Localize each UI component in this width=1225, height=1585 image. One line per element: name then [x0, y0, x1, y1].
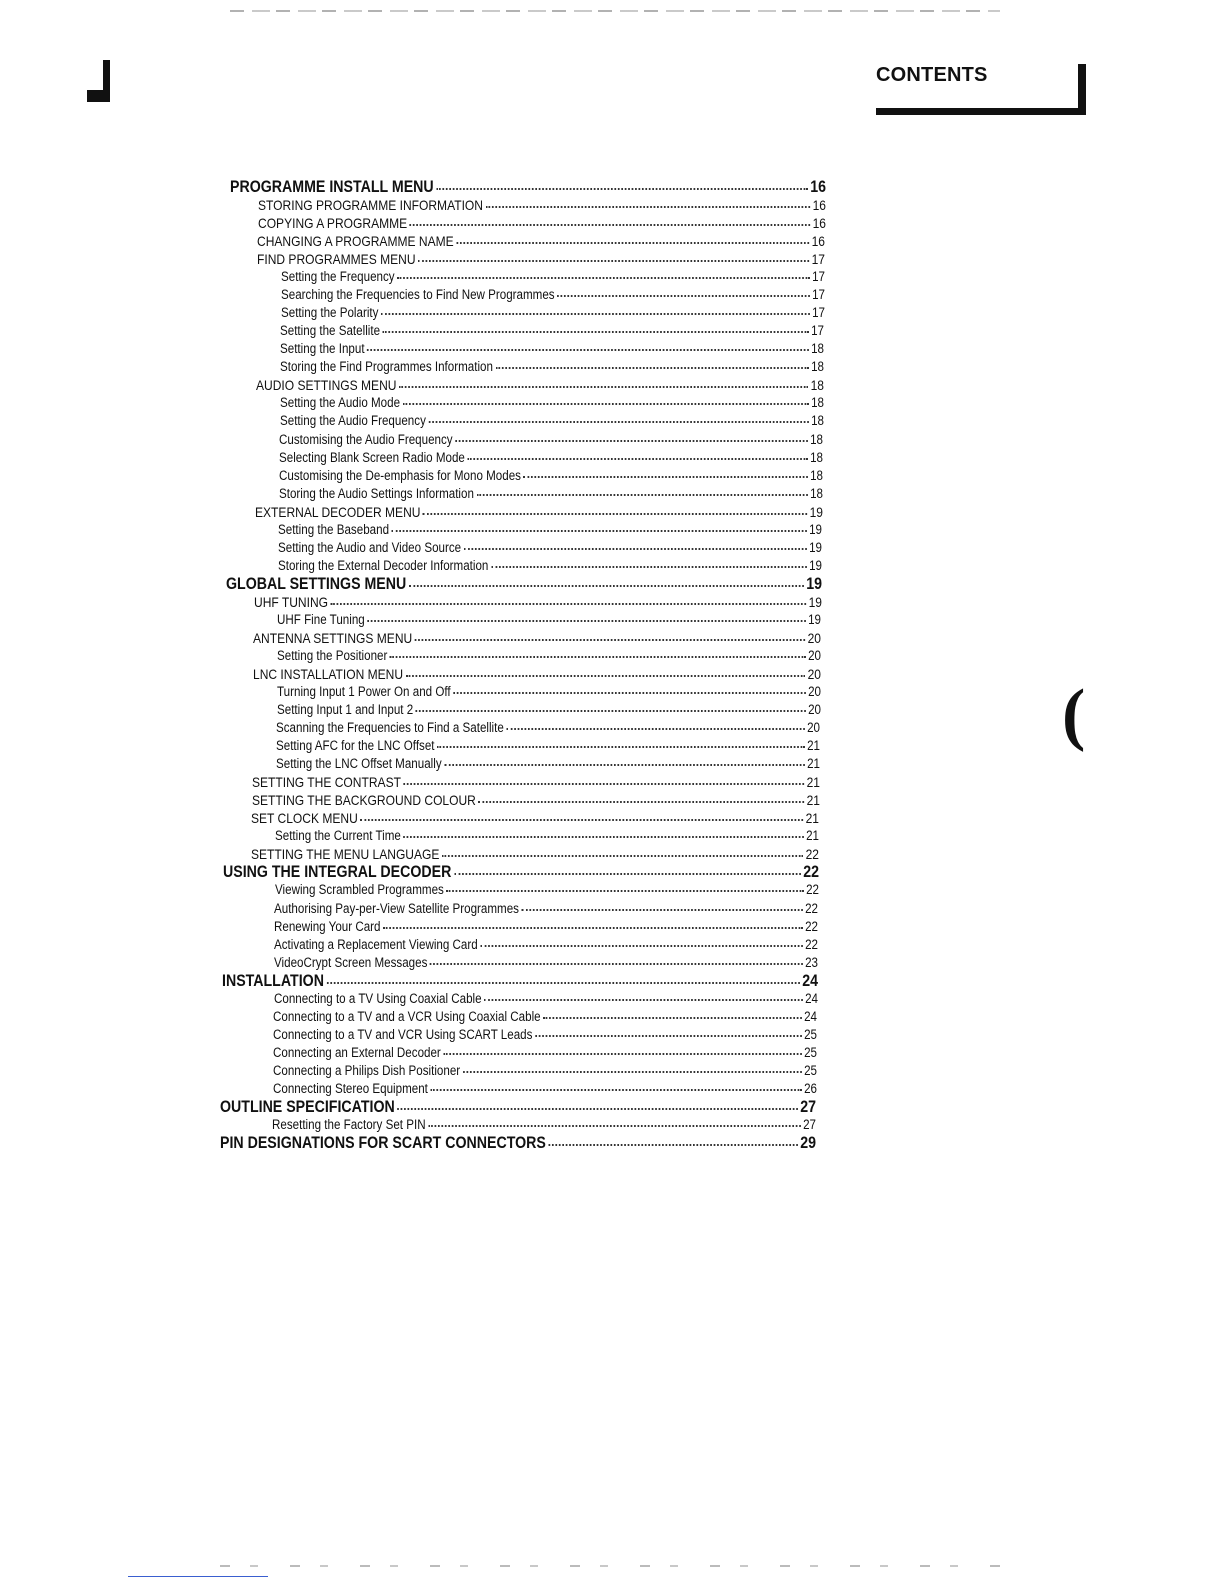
dot-leader: [392, 526, 807, 532]
toc-entry-page: 17: [811, 251, 826, 268]
toc-entry-page: 21: [807, 738, 821, 754]
toc-entry: [278, 521, 822, 539]
toc-entry: [253, 629, 821, 647]
dot-leader: [368, 616, 806, 622]
toc-entry-page: 19: [806, 574, 822, 593]
toc-entry-label: Connecting a Philips Dish Positioner: [272, 1062, 460, 1078]
dot-leader: [381, 309, 809, 315]
toc-entry-label: GLOBAL SETTINGS MENU: [225, 574, 407, 593]
toc-entry-page: 25: [803, 1062, 817, 1078]
toc-entry-page: 19: [809, 521, 823, 537]
toc-entry-label: INSTALLATION: [221, 971, 324, 990]
toc-entry-label: Connecting Stereo Equipment: [272, 1080, 428, 1096]
toc-entry: [273, 1026, 817, 1044]
toc-entry: [275, 827, 819, 845]
toc-entry: [280, 340, 824, 358]
dot-leader: [326, 978, 799, 984]
dot-leader: [437, 742, 804, 748]
toc-entry-label: AUDIO SETTINGS MENU: [255, 377, 397, 394]
toc-entry: [223, 863, 819, 881]
toc-entry: [277, 701, 821, 719]
toc-entry-page: 18: [810, 431, 824, 447]
dot-leader: [430, 1085, 801, 1091]
dot-leader: [390, 652, 806, 658]
toc-entry: [255, 503, 823, 521]
toc-entry-page: 25: [804, 1044, 817, 1060]
toc-entry-label: Resetting the Factory Set PIN: [272, 1116, 426, 1132]
toc-entry-label: LNC INSTALLATION MENU: [252, 666, 403, 683]
dot-leader: [423, 509, 807, 515]
toc-entry-page: 21: [806, 774, 820, 791]
toc-entry: [220, 1134, 816, 1152]
toc-entry: [281, 268, 825, 286]
toc-entry: [273, 1080, 817, 1098]
dot-leader: [399, 382, 808, 388]
toc-entry: [279, 467, 823, 485]
toc-entry-page: 18: [810, 395, 824, 411]
toc-entry: [257, 250, 825, 268]
toc-entry-label: CHANGING A PROGRAMME NAME: [257, 233, 455, 250]
toc-entry-page: 19: [808, 611, 822, 627]
toc-entry-page: 21: [807, 756, 820, 772]
dot-leader: [456, 436, 808, 442]
dot-leader: [404, 832, 804, 838]
toc-entry-page: 18: [811, 341, 825, 357]
toc-entry-page: 23: [804, 954, 818, 970]
toc-entry-label: Setting the Frequency: [281, 269, 395, 285]
toc-entry: [226, 575, 822, 593]
toc-entry-page: 27: [800, 1097, 817, 1116]
toc-entry-page: 20: [807, 720, 821, 736]
dot-leader: [491, 562, 807, 568]
dot-leader: [430, 959, 803, 965]
toc-entry-label: Setting AFC for the LNC Offset: [276, 738, 435, 754]
toc-entry-label: Scanning the Frequencies to Find a Satellite: [276, 720, 505, 736]
toc-entry: [279, 449, 823, 467]
toc-entry: [272, 1116, 816, 1134]
toc-entry: [252, 791, 820, 809]
toc-entry-page: 16: [812, 197, 826, 214]
toc-entry-label: Setting the Audio Mode: [279, 395, 400, 411]
toc-entry-label: Setting the Baseband: [278, 521, 390, 537]
dot-leader: [484, 995, 802, 1001]
toc-entry-page: 29: [800, 1134, 816, 1152]
page-title: CONTENTS: [876, 64, 988, 86]
toc-entry-label: Customising the Audio Frequency: [279, 431, 453, 447]
toc-entry: [278, 539, 822, 557]
dot-leader: [367, 345, 808, 351]
toc-entry-label: Activating a Replacement Viewing Card: [274, 936, 478, 952]
dot-leader: [544, 1013, 802, 1019]
dot-leader: [428, 1121, 800, 1127]
toc-entry: [273, 1062, 817, 1080]
toc-entry-page: 16: [812, 233, 826, 250]
toc-entry-page: 19: [809, 503, 823, 520]
toc-entry-label: Setting the Positioner: [277, 647, 388, 663]
toc-entry-page: 24: [804, 1008, 818, 1024]
toc-entry-page: 20: [807, 666, 821, 683]
toc-entry: [274, 936, 818, 954]
toc-entry-page: 18: [810, 377, 824, 394]
dot-leader: [383, 327, 809, 333]
toc-entry: [278, 557, 822, 575]
toc-entry: [281, 304, 825, 322]
dot-leader: [418, 256, 809, 262]
toc-entry: [256, 376, 824, 394]
toc-entry-label: Turning Input 1 Power On and Off: [276, 684, 451, 700]
dot-leader: [462, 1067, 801, 1073]
toc-entry-label: Setting the LNC Offset Manually: [275, 756, 442, 772]
dot-leader: [444, 760, 804, 766]
toc-entry-label: Storing the Find Programmes Information: [280, 359, 494, 375]
dot-leader: [464, 544, 807, 550]
dot-leader: [468, 454, 808, 460]
dot-leader: [397, 273, 809, 279]
dot-leader: [454, 869, 801, 875]
toc-entry-page: 18: [810, 467, 823, 483]
dot-leader: [457, 238, 810, 244]
toc-entry-label: Setting the Current Time: [275, 828, 402, 844]
toc-entry-label: STORING PROGRAMME INFORMATION: [257, 197, 483, 214]
toc-entry-page: 18: [811, 359, 825, 375]
toc-entry: [276, 719, 820, 737]
dot-leader: [428, 417, 808, 423]
dot-leader: [409, 220, 809, 226]
dot-leader: [415, 706, 805, 712]
dot-leader: [480, 941, 802, 947]
toc-entry-label: Renewing Your Card: [274, 918, 381, 934]
toc-entry: [276, 737, 820, 755]
binding-mark: (: [1062, 676, 1086, 753]
toc-entry: [222, 972, 818, 990]
toc-entry: [257, 232, 825, 250]
dot-leader: [383, 923, 802, 929]
dot-leader: [453, 688, 805, 694]
toc-entry: [253, 665, 821, 683]
toc-entry: [277, 647, 821, 665]
toc-entry-label: SET CLOCK MENU: [251, 810, 359, 827]
dot-leader: [522, 905, 803, 911]
toc-entry: [280, 358, 824, 376]
toc-entry: [280, 412, 824, 430]
toc-entry: [274, 918, 818, 936]
toc-entry-page: 20: [807, 629, 822, 646]
dot-leader: [485, 202, 809, 208]
dot-leader: [535, 1031, 801, 1037]
toc-entry-page: 17: [812, 269, 826, 285]
toc-entry-label: Connecting an External Decoder: [272, 1044, 441, 1060]
dot-leader: [330, 599, 805, 605]
toc-entry: [277, 683, 821, 701]
toc-entry-label: PIN DESIGNATIONS FOR SCART CONNECTORS: [220, 1134, 546, 1152]
toc-entry-label: SETTING THE BACKGROUND COLOUR: [251, 792, 476, 809]
toc-entry-page: 21: [806, 792, 820, 809]
toc-entry-label: Customising the De-emphasis for Mono Modes: [278, 467, 521, 483]
toc-entry: [273, 1044, 817, 1062]
toc-entry: [258, 214, 826, 232]
toc-entry-label: Viewing Scrambled Programmes: [274, 882, 444, 898]
toc-entry-page: 18: [810, 449, 824, 465]
toc-entry-label: Selecting Blank Screen Radio Mode: [279, 449, 466, 465]
toc-entry-page: 17: [811, 287, 825, 303]
toc-entry-label: Connecting to a TV and a VCR Using Coaxial Cable: [273, 1008, 541, 1024]
toc-entry-page: 27: [803, 1116, 817, 1132]
toc-entry: [220, 1098, 816, 1116]
dot-leader: [403, 779, 803, 785]
dot-leader: [436, 184, 807, 190]
dot-leader: [446, 886, 803, 892]
toc-entry-page: 20: [808, 647, 822, 663]
toc-entry-page: 22: [805, 936, 819, 952]
toc-entry-label: Authorising Pay-per-View Satellite Programmes: [274, 900, 520, 916]
toc-entry-page: 22: [805, 918, 819, 934]
dot-leader: [409, 581, 804, 587]
toc-entry: [280, 394, 824, 412]
toc-entry-label: Connecting to a TV and VCR Using SCART Leads: [273, 1026, 533, 1042]
toc-entry: [273, 1008, 817, 1026]
toc-entry: [274, 990, 818, 1008]
toc-entry-label: Setting the Polarity: [280, 305, 379, 321]
toc-entry-page: 21: [806, 828, 820, 844]
toc-entry-page: 22: [803, 863, 819, 882]
toc-entry-page: 17: [811, 323, 825, 339]
toc-entry-label: COPYING A PROGRAMME: [257, 215, 407, 232]
dot-leader: [406, 671, 805, 677]
scan-noise-bottom: [220, 1565, 1020, 1567]
toc-entry-label: SETTING THE CONTRAST: [251, 774, 401, 791]
toc-entry-label: PROGRAMME INSTALL MENU: [230, 178, 434, 196]
toc-entry: [230, 178, 826, 196]
toc-entry-page: 18: [809, 485, 823, 501]
toc-entry-label: UHF TUNING: [253, 593, 328, 610]
dot-leader: [557, 291, 809, 297]
toc-entry: [276, 755, 820, 773]
toc-entry-label: ANTENNA SETTINGS MENU: [253, 629, 413, 646]
dot-leader: [361, 815, 804, 821]
toc-entry-label: SETTING THE MENU LANGUAGE: [251, 846, 440, 863]
toc-entry-label: Searching the Frequencies to Find New Programmes: [280, 287, 555, 303]
toc-entry-page: 22: [805, 846, 820, 863]
toc-entry-label: USING THE INTEGRAL DECODER: [222, 863, 452, 882]
toc-entry-label: UHF Fine Tuning: [277, 611, 366, 627]
toc-entry: [258, 196, 826, 214]
scan-noise-line: [128, 1576, 268, 1577]
dot-leader: [478, 797, 804, 803]
toc-entry-page: 19: [809, 539, 823, 555]
toc-entry: [281, 286, 825, 304]
dot-leader: [443, 1049, 801, 1055]
dot-leader: [524, 472, 808, 478]
toc-entry-label: Setting the Input: [280, 341, 365, 357]
toc-entry: [275, 881, 819, 899]
toc-entry-page: 21: [805, 810, 820, 827]
dot-leader: [415, 635, 805, 641]
toc-entry: [254, 593, 822, 611]
toc-entry-page: 16: [812, 215, 826, 232]
toc-entry-label: EXTERNAL DECODER MENU: [254, 503, 421, 520]
toc-entry-page: 26: [803, 1080, 817, 1096]
dot-leader: [398, 1104, 798, 1110]
toc-entry: [277, 611, 821, 629]
toc-entry-page: 20: [807, 702, 821, 718]
toc-entry-page: 24: [804, 990, 818, 1006]
dot-leader: [476, 490, 807, 496]
toc-entry-label: Storing the Audio Settings Information: [278, 485, 474, 501]
toc-entry-label: FIND PROGRAMMES MENU: [257, 251, 416, 268]
toc-entry-label: Storing the External Decoder Information: [278, 557, 489, 573]
toc-entry-page: 25: [804, 1026, 818, 1042]
toc-entry-page: 20: [807, 684, 821, 700]
toc-entry: [280, 322, 824, 340]
toc-entry: [251, 845, 819, 863]
toc-entry: [274, 900, 818, 918]
dot-leader: [507, 724, 805, 730]
toc-entry-page: 17: [811, 305, 825, 321]
dot-leader: [402, 399, 808, 405]
toc-entry-page: 24: [801, 971, 818, 990]
toc-entry: [279, 431, 823, 449]
toc-entry-label: OUTLINE SPECIFICATION: [220, 1097, 396, 1116]
toc-entry: [251, 809, 819, 827]
toc-entry-label: Setting the Audio Frequency: [279, 413, 426, 429]
toc-entry-page: 19: [808, 593, 822, 610]
toc-entry-label: Connecting to a TV Using Coaxial Cable: [273, 990, 482, 1006]
toc-entry-page: 19: [809, 557, 823, 573]
dot-leader: [496, 363, 809, 369]
toc-entry: [279, 485, 823, 503]
toc-entry-page: 22: [805, 882, 819, 898]
dot-leader: [442, 851, 803, 857]
toc-entry-page: 22: [805, 900, 819, 916]
toc-entry-label: Setting the Satellite: [280, 323, 381, 339]
dot-leader: [548, 1140, 797, 1146]
toc-entry-label: Setting the Audio and Video Source: [278, 539, 462, 555]
toc-entry-page: 18: [810, 413, 824, 429]
toc-entry: [274, 954, 818, 972]
toc-entry-label: VideoCrypt Screen Messages: [273, 954, 428, 970]
toc-entry: [252, 773, 820, 791]
toc-entry-page: 16: [810, 178, 826, 196]
toc-entry-label: Setting Input 1 and Input 2: [276, 702, 413, 718]
